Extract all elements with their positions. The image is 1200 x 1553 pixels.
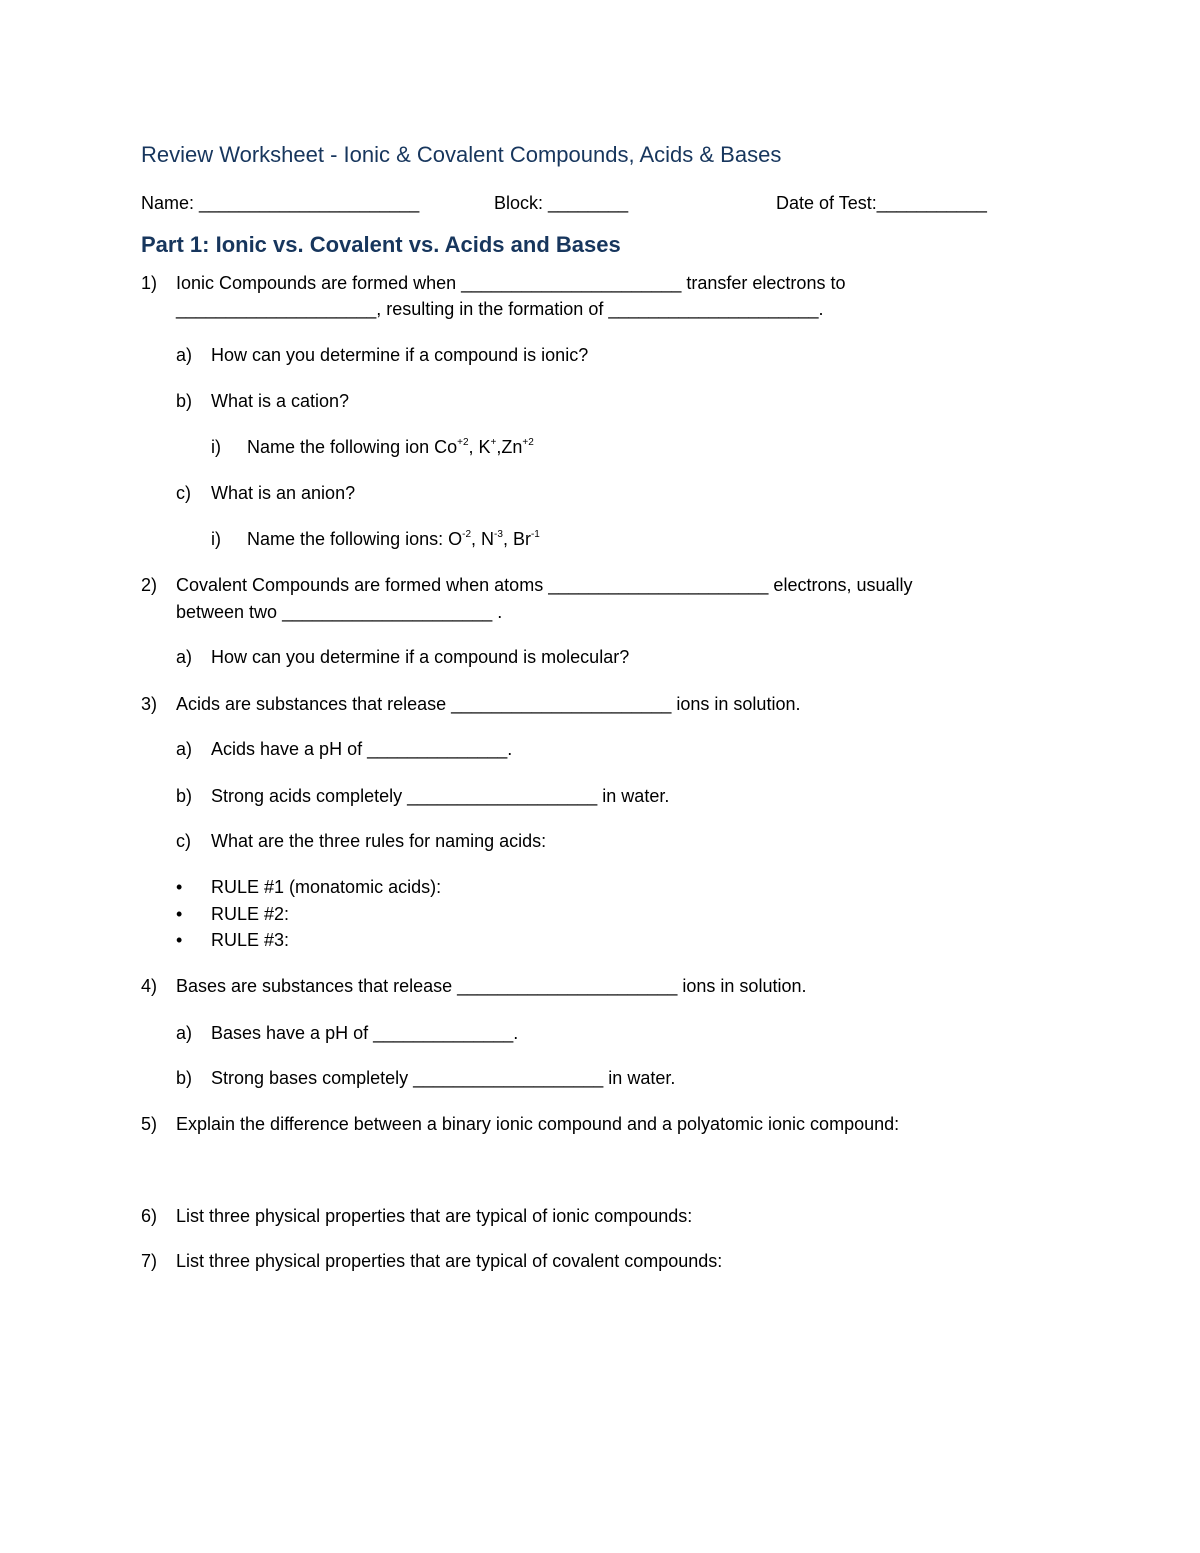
question-number: 2)	[141, 575, 158, 595]
subquestion-label: a)	[176, 739, 193, 759]
question-4b-text: Strong bases completely ___________________ in water.	[211, 1068, 676, 1088]
question-4-text: Bases are substances that release ______________________ ions in solution.	[176, 976, 807, 996]
question-number: 6)	[141, 1206, 158, 1226]
subquestion-label: a)	[176, 647, 193, 667]
document-title: Review Worksheet - Ionic & Covalent Compounds, Acids & Bases	[141, 142, 782, 167]
question-1c-text: What is an anion?	[211, 483, 356, 503]
block-field: Block: ________	[494, 193, 629, 213]
subquestion-label: i)	[211, 529, 221, 549]
part1-heading: Part 1: Ionic vs. Covalent vs. Acids and Bases	[141, 232, 621, 257]
question-3-text: Acids are substances that release ______________________ ions in solution.	[176, 694, 801, 714]
question-4a-text: Bases have a pH of ______________.	[211, 1023, 519, 1043]
date-of-test-field: Date of Test:___________	[776, 193, 987, 213]
question-1a-text: How can you determine if a compound is ionic?	[211, 345, 589, 365]
subquestion-label: c)	[176, 483, 191, 503]
subquestion-label: c)	[176, 831, 191, 851]
question-3a-text: Acids have a pH of ______________.	[211, 739, 513, 759]
question-number: 3)	[141, 694, 158, 714]
bullet-icon: •	[176, 877, 183, 897]
question-2-line1: Covalent Compounds are formed when atoms ______________________ electrons, usually	[176, 575, 913, 595]
question-1-line2: ____________________, resulting in the formation of _____________________.	[176, 299, 824, 319]
question-1b-text: What is a cation?	[211, 391, 350, 411]
rule-1-text: RULE #1 (monatomic acids):	[211, 877, 442, 897]
subquestion-label: a)	[176, 1023, 193, 1043]
rule-3-text: RULE #3:	[211, 930, 290, 950]
question-7-text: List three physical properties that are typical of covalent compounds:	[176, 1251, 723, 1271]
subquestion-label: i)	[211, 437, 221, 457]
name-field: Name: ______________________	[141, 193, 420, 213]
subquestion-label: b)	[176, 1068, 193, 1088]
question-6-text: List three physical properties that are typical of ionic compounds:	[176, 1206, 693, 1226]
question-1bi-text: Name the following ion $Co^{+2}$, $K^+,Zn^{+2}$	[247, 437, 534, 457]
question-2-line2: between two _____________________ .	[176, 602, 503, 622]
question-3c-text: What are the three rules for naming acids:	[211, 831, 547, 851]
question-number: 5)	[141, 1114, 158, 1134]
question-2a-text: How can you determine if a compound is molecular?	[211, 647, 630, 667]
bullet-icon: •	[176, 904, 183, 924]
subquestion-label: b)	[176, 786, 193, 806]
question-1ci-text: Name the following ions: $O^{-2}$, $N^{-3}$, $Br^{-1}$	[247, 529, 540, 549]
question-1-line1: Ionic Compounds are formed when ______________________ transfer electrons to	[176, 273, 846, 293]
question-number: 1)	[141, 273, 158, 293]
rule-2-text: RULE #2:	[211, 904, 290, 924]
subquestion-label: a)	[176, 345, 193, 365]
question-number: 7)	[141, 1251, 158, 1271]
question-number: 4)	[141, 976, 158, 996]
question-3b-text: Strong acids completely ___________________ in water.	[211, 786, 670, 806]
bullet-icon: •	[176, 930, 183, 950]
subquestion-label: b)	[176, 391, 193, 411]
question-5-text: Explain the difference between a binary ionic compound and a polyatomic ionic compound:	[176, 1114, 900, 1134]
